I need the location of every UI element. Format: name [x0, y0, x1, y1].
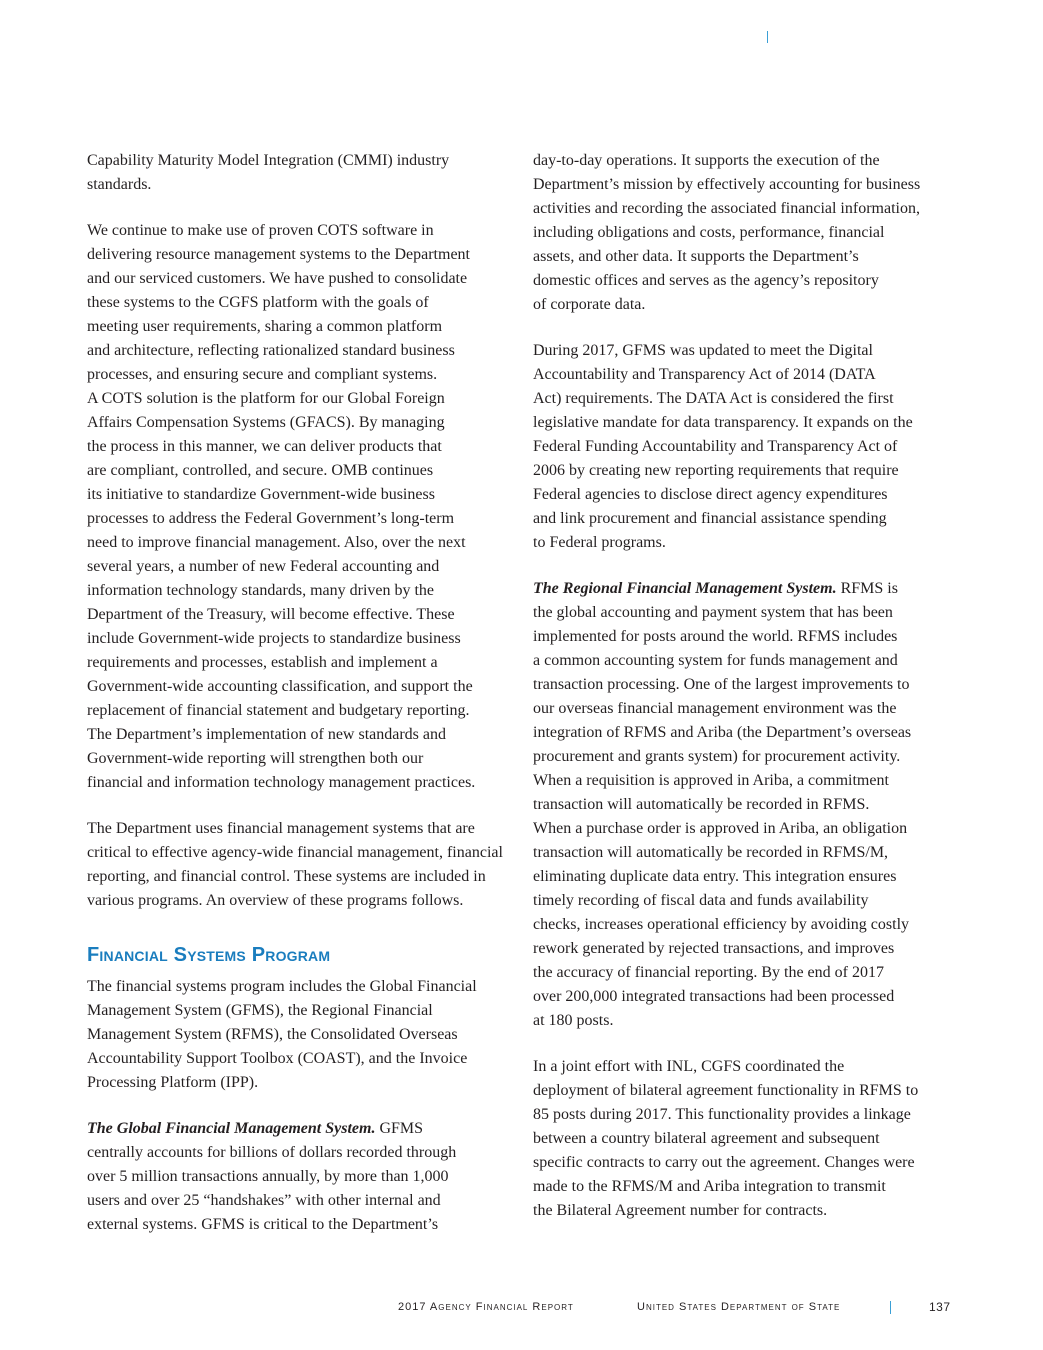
text-line: day-to-day operations. It supports the execution of the [533, 152, 880, 169]
text-line: various programs. An overview of these programs follows. [87, 892, 464, 909]
paragraph [87, 219, 507, 795]
text-line: procurement and grants system) for procurement activity. [533, 748, 901, 765]
text-line: domestic offices and serves as the agency’s repository [533, 272, 879, 289]
text-line: include Government-wide projects to standardize business [87, 630, 461, 647]
text-line: centrally accounts for billions of dollars recorded through [87, 1144, 457, 1161]
text-line: Capability Maturity Model Integration (CMMI) industry [87, 152, 450, 169]
text-line: the Bilateral Agreement number for contracts. [533, 1202, 828, 1219]
text-line: eliminating duplicate data entry. This integration ensures [533, 868, 897, 885]
text-line: transaction will automatically be recorded in RFMS. [533, 796, 870, 813]
text-line: Federal agencies to disclose direct agency expenditures [533, 486, 888, 503]
text-line: Government-wide accounting classification, and support the [87, 678, 473, 695]
text-line: integration of RFMS and Ariba (the Department’s overseas [533, 724, 912, 741]
text-line: Act) requirements. The DATA Act is considered the first [533, 390, 894, 407]
text-line: its initiative to standardize Government-wide business [87, 486, 435, 503]
text-line: including obligations and costs, performance, financial [533, 224, 885, 241]
text-line: made to the RFMS/M and Ariba integration to transmit [533, 1178, 886, 1195]
text-line: Management System (GFMS), the Regional Financial [87, 1002, 433, 1019]
text-line: a common accounting system for funds management and [533, 652, 898, 669]
footer-separator [890, 1301, 891, 1314]
text-line: Affairs Compensation Systems (GFACS). By managing [87, 414, 445, 431]
text-line: The Department’s implementation of new standards and [87, 726, 447, 743]
text-line: We continue to make use of proven COTS software in [87, 222, 434, 239]
text-line: over 200,000 integrated transactions had been processed [533, 988, 895, 1005]
text-line: legislative mandate for data transparency. It expands on the [533, 414, 913, 431]
text-line: Government-wide reporting will strengthen both our [87, 750, 424, 767]
text-line: over 5 million transactions annually, by more than 1,000 [87, 1168, 449, 1185]
text-line: Department of the Treasury, will become effective. These [87, 606, 455, 623]
text-line: these systems to the CGFS platform with the goals of [87, 294, 429, 311]
text-line: delivering resource management systems to the Department [87, 246, 470, 263]
text-line: transaction will automatically be recorded in RFMS/M, [533, 844, 889, 861]
text-line: and link procurement and financial assistance spending [533, 510, 887, 527]
page-footer [0, 1301, 1043, 1317]
paragraph-lines [533, 601, 953, 1033]
text-line: between a country bilateral agreement and subsequent [533, 1130, 880, 1147]
text-line: to Federal programs. [533, 534, 666, 551]
text-line: activities and recording the associated financial information, [533, 200, 920, 217]
text-line: 2006 by creating new reporting requirements that require [533, 462, 899, 479]
text-line: of corporate data. [533, 296, 646, 313]
text-line: deployment of bilateral agreement functionality in RFMS to [533, 1082, 919, 1099]
paragraph [87, 975, 507, 1095]
subsection-title: The Regional Financial Management System. [533, 580, 837, 597]
text-line: Department’s mission by effectively accounting for business [533, 176, 921, 193]
text-line: Processing Platform (IPP). [87, 1074, 259, 1091]
paragraph-lead-line [87, 1117, 507, 1141]
subsection-title: The Global Financial Management System. [87, 1120, 376, 1137]
text-line: In a joint effort with INL, CGFS coordinated the [533, 1058, 845, 1075]
lead-text: RFMS is [836, 580, 898, 597]
right-column [533, 149, 953, 1223]
paragraph [533, 577, 953, 1033]
text-line: need to improve financial management. Also, over the next [87, 534, 466, 551]
text-line: During 2017, GFMS was updated to meet the Digital [533, 342, 873, 359]
text-line: reporting, and financial control. These systems are included in [87, 868, 486, 885]
text-line: replacement of financial statement and budgetary reporting. [87, 702, 470, 719]
footer-report-title: 2017 Agency Financial Report [398, 1301, 574, 1313]
paragraph [533, 339, 953, 555]
text-line: 85 posts during 2017. This functionality provides a linkage [533, 1106, 911, 1123]
text-line: processes to address the Federal Government’s long-term [87, 510, 455, 527]
text-line: specific contracts to carry out the agreement. Changes were [533, 1154, 915, 1171]
paragraph-lead-line [533, 577, 953, 601]
text-line: external systems. GFMS is critical to the Department’s [87, 1216, 439, 1233]
text-line: the process in this manner, we can deliver products that [87, 438, 442, 455]
text-line: the global accounting and payment system that has been [533, 604, 893, 621]
text-line: are compliant, controlled, and secure. OMB continues [87, 462, 434, 479]
left-column [87, 149, 507, 1237]
text-line: assets, and other data. It supports the Department’s [533, 248, 859, 265]
footer-department: United States Department of State [637, 1301, 841, 1313]
text-line: our overseas financial management environment was the [533, 700, 897, 717]
text-line: The financial systems program includes the Global Financial [87, 978, 477, 995]
text-line: When a requisition is approved in Ariba, a commitment [533, 772, 889, 789]
text-line: standards. [87, 176, 152, 193]
paragraph [87, 1117, 507, 1237]
text-line: checks, increases operational efficiency by avoiding costly [533, 916, 910, 933]
text-line: users and over 25 “handshakes” with other internal and [87, 1192, 441, 1209]
text-line: Accountability and Transparency Act of 2014 (DATA [533, 366, 876, 383]
text-line: A COTS solution is the platform for our Global Foreign [87, 390, 445, 407]
text-line: implemented for posts around the world. RFMS includes [533, 628, 898, 645]
text-line: financial and information technology management practices. [87, 774, 476, 791]
section-heading: Financial Systems Program [87, 944, 331, 966]
lead-text: GFMS [375, 1120, 424, 1137]
text-line: requirements and processes, establish and implement a [87, 654, 438, 671]
text-line: and our serviced customers. We have pushed to consolidate [87, 270, 468, 287]
text-line: several years, a number of new Federal accounting and [87, 558, 440, 575]
page-number: 137 [929, 1300, 951, 1314]
text-line: critical to effective agency-wide financial management, financial [87, 844, 503, 861]
paragraph [87, 149, 507, 197]
text-line: the accuracy of financial reporting. By the end of 2017 [533, 964, 884, 981]
text-line: When a purchase order is approved in Ariba, an obligation [533, 820, 908, 837]
text-line: at 180 posts. [533, 1012, 614, 1029]
paragraph [87, 817, 507, 913]
text-line: information technology standards, many driven by the [87, 582, 435, 599]
header-separator [767, 31, 768, 43]
text-line: transaction processing. One of the largest improvements to [533, 676, 910, 693]
paragraph-lines [87, 1141, 507, 1237]
text-line: Management System (RFMS), the Consolidated Overseas [87, 1026, 458, 1043]
text-line: Federal Funding Accountability and Transparency Act of [533, 438, 898, 455]
text-line: and architecture, reflecting rationalized standard business [87, 342, 455, 359]
paragraph [533, 149, 953, 317]
text-line: The Department uses financial management systems that are [87, 820, 475, 837]
paragraph [533, 1055, 953, 1223]
text-line: timely recording of fiscal data and funds availability [533, 892, 869, 909]
text-line: rework generated by rejected transactions, and improves [533, 940, 895, 957]
text-line: processes, and ensuring secure and compliant systems. [87, 366, 438, 383]
text-line: meeting user requirements, sharing a common platform [87, 318, 443, 335]
text-line: Accountability Support Toolbox (COAST), and the Invoice [87, 1050, 468, 1067]
